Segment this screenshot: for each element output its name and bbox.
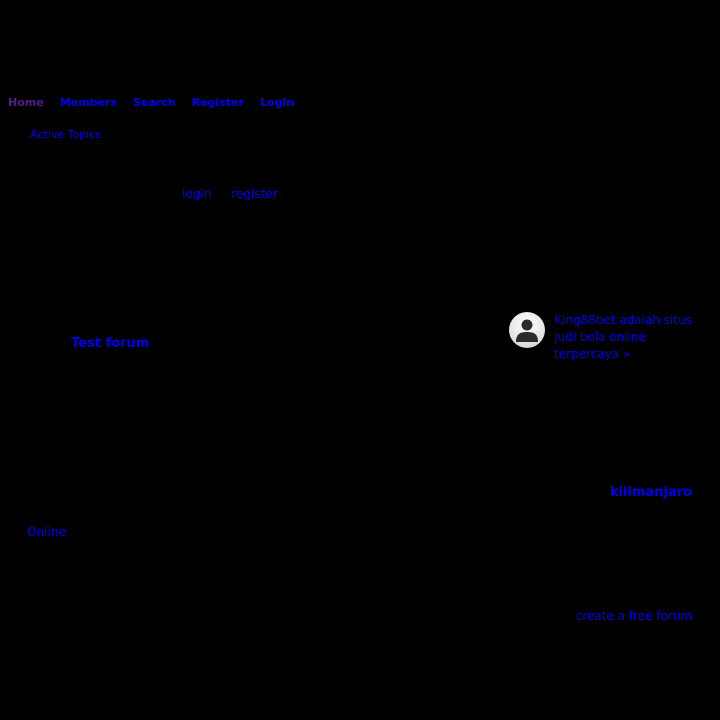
nav-search-link[interactable]: Search	[132, 96, 176, 109]
latest-post-text	[554, 312, 699, 363]
user-silhouette-icon	[509, 312, 545, 348]
nav-register-link[interactable]: Register	[191, 96, 244, 109]
register-link[interactable]: register	[231, 187, 278, 201]
login-link[interactable]: login	[182, 187, 212, 201]
avatar[interactable]	[509, 312, 545, 348]
latest-post-link[interactable]: King88bet adalah situs judi bola online terpercaya	[554, 313, 692, 361]
online-users-link[interactable]: Online	[27, 525, 66, 539]
active-topics-link[interactable]: Active Topics	[30, 128, 101, 141]
nav-members-link[interactable]: Members	[59, 96, 117, 109]
auth-links	[182, 187, 298, 201]
go-to-post-arrow-icon[interactable]: »	[622, 347, 631, 361]
forum-title-link[interactable]: Test forum	[71, 336, 150, 351]
nav-home-link[interactable]: Home	[8, 96, 44, 109]
main-nav	[8, 96, 310, 109]
latest-post-author-link[interactable]: kilimanjaro	[609, 485, 692, 500]
create-free-forum-link[interactable]: create a free forum	[575, 609, 692, 623]
latest-post	[509, 312, 699, 363]
nav-login-link[interactable]: Login	[259, 96, 294, 109]
